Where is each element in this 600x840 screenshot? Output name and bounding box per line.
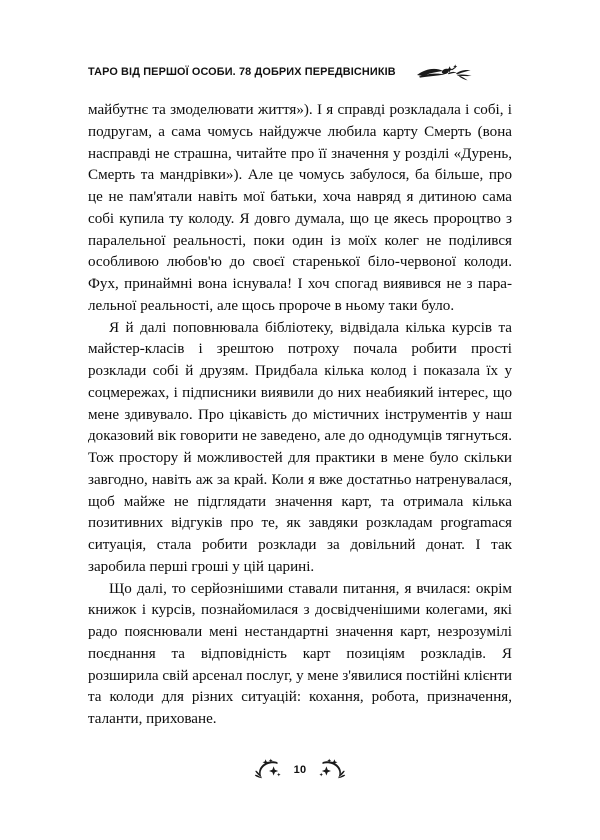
paragraph: Що далі, то серйознішими ставали питання, я вчилася: окрім книжок і курсів, познайомилася з досвідченішими колегами, які радо пояснювали мені нестандартні значення карт, незрозумілі поєднання та відповідність карт позиціям розкладів. Я розширила свій арсенал послуг, у мене з'явилися постійні клієнти та колоди для різних ситуацій: кохання, робота, призначення, таланти, приховане. <box>88 580 512 727</box>
floral-flourish-icon <box>415 63 473 83</box>
running-header <box>88 60 512 84</box>
crescent-sparkle-icon <box>253 758 283 782</box>
crescent-sparkle-icon <box>317 758 347 782</box>
page-number: 10 <box>293 764 307 776</box>
body-text <box>88 100 512 731</box>
paragraph: Я й далі поповнювала бібліотеку, відвідала кілька курсів та майстер-класів і зрештою потроху почала робити прості розклади собі й друзям. Придбала кілька колод і показала їх у соцмережах, і підписники виявили до них неабиякий інтерес, що мене здивувало. Про цікавість до містичних інструментів у наш доказовий вік говорити не заведено, але до однодумців тягнуться. Тож простору й можливостей для практики в мене було скільки завгодно, навіть аж за край. Коли я вже достатньо натренувалася, щоб майже не підглядати значення карт, та отримала кілька позитивних відгуків про те, як завдяки розкладам programася ситуація, стала робити розклади за довільний донат. І так заробила перші гроші у цій царині. <box>88 319 512 575</box>
page-footer <box>0 758 600 782</box>
paragraph: майбутнє та змоделювати життя»). І я справді розкладала і собі, і подругам, а сама чомусь найдужче любила карту Смерть (вона насправді не страшна, читайте про її значення у розділі «Дурень, Смерть та мандрівки»). Але це чомусь забулося, ба більше, про це не пам'ятали навіть мої батьки, хоча навряд я дитиною сама собі купила ту колоду. Я довго думала, що це якесь пророцтво з паралельної реальності, поки один із моїх колег не поділився особливою любов'ю до своєї старенької біло-червоної колоди. Фух, принаймні вона існувала! І хоч спогад виявився не з паралельної реальності, але щось пророче в ньому таки було. <box>88 102 512 314</box>
running-header-title: ТАРО ВІД ПЕРШОЇ ОСОБИ. 78 ДОБРИХ ПЕРЕДВІСНИКІВ <box>88 66 396 78</box>
